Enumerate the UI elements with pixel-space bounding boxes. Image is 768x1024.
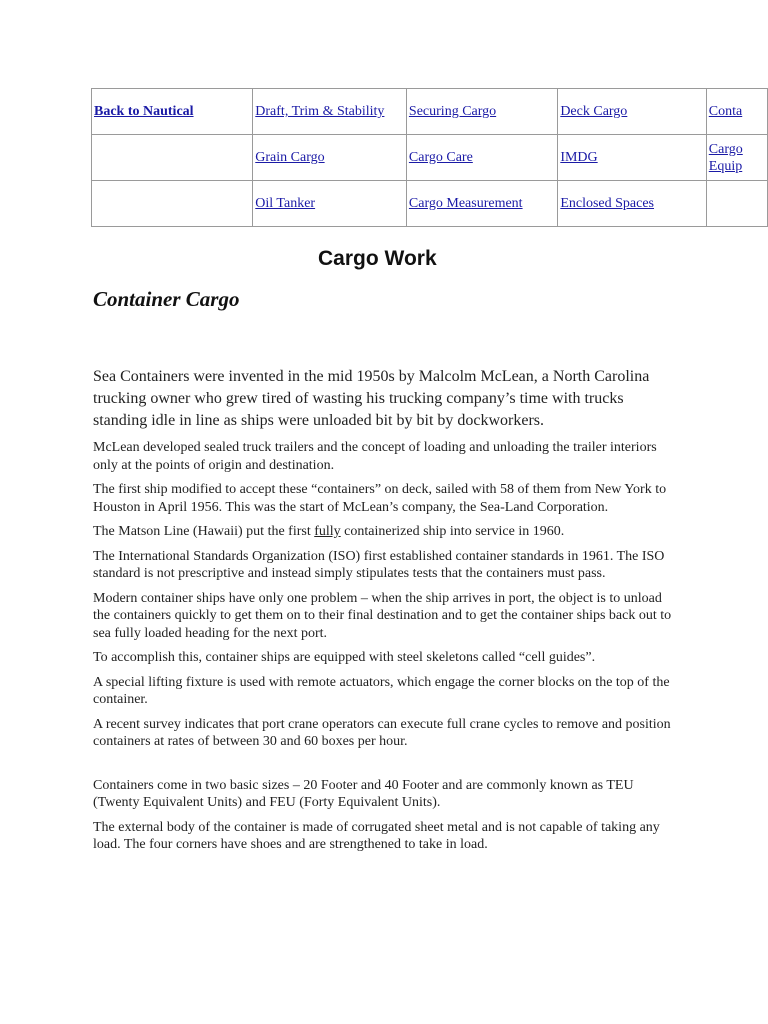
link-cargo-equipment-line2: Equip (708, 158, 743, 174)
paragraph-matson (93, 523, 678, 541)
nav-cell (706, 135, 767, 181)
nav-cell-empty (92, 135, 253, 181)
nav-row (92, 181, 768, 227)
link-securing-cargo[interactable]: Securing Cargo (408, 104, 497, 119)
nav-cell (558, 89, 706, 135)
paragraph-intro: Sea Containers were invented in the mid 1950s by Malcolm McLean, a North Carolina trucking owner who grew tired of wasting his trucking company’s time with trucks standing idle in line as ships were unloaded bit by bit by dockworkers. (93, 368, 650, 429)
nav-cell-empty (92, 181, 253, 227)
article-body (93, 366, 678, 861)
nav-cell (558, 135, 706, 181)
text-span: containerized ship into service in 1960. (340, 524, 565, 539)
nav-cell (706, 89, 767, 135)
link-cargo-care[interactable]: Cargo Care (408, 150, 473, 165)
nav-cell (558, 181, 706, 227)
nav-cell (406, 135, 557, 181)
nav-cell (406, 181, 557, 227)
paragraph: To accomplish this, container ships are equipped with steel skeletons called “cell guides”. (93, 650, 596, 665)
underlined-word: fully (314, 524, 341, 539)
navigation-table (91, 88, 768, 227)
link-imdg[interactable]: IMDG (560, 150, 598, 165)
paragraph: A special lifting fixture is used with remote actuators, which engage the corner blocks on the top of the container. (93, 674, 670, 707)
link-enclosed-spaces[interactable]: Enclosed Spaces (560, 196, 655, 211)
nav-row (92, 89, 768, 135)
link-cargo-measurement[interactable]: Cargo Measurement (408, 196, 523, 211)
nav-cell (253, 135, 407, 181)
link-cargo-equipment-line1: Cargo (708, 141, 743, 157)
paragraph: The International Standards Organization (ISO) first established container standards in 1961. The ISO standard is not prescriptive and instead simply stipulates tests that the containers must pass. (93, 548, 665, 581)
nav-cell (92, 89, 253, 135)
paragraph: Containers come in two basic sizes – 20 Footer and 40 Footer and are commonly known as TEU (Twenty Equivalent Units) and FEU (Forty Equivalent Units). (93, 777, 634, 810)
paragraph: The first ship modified to accept these “containers” on deck, sailed with 58 of them from New York to Houston in April 1956. This was the start of McLean’s company, the Sea-Land Corporation. (93, 482, 667, 515)
paragraph: McLean developed sealed truck trailers and the concept of loading and unloading the trailer interiors only at the points of origin and destination. (93, 440, 657, 473)
link-draft-trim-stability[interactable]: Draft, Trim & Stability (255, 104, 385, 119)
link-oil-tanker[interactable]: Oil Tanker (255, 196, 316, 211)
nav-cell (253, 181, 407, 227)
nav-cell-empty (706, 181, 767, 227)
nav-cell (253, 89, 407, 135)
link-deck-cargo[interactable]: Deck Cargo (560, 104, 628, 119)
text-span: The Matson Line (Hawaii) put the first (93, 524, 315, 539)
paragraph: The external body of the container is made of corrugated sheet metal and is not capable of taking any load. The four corners have shoes and are strengthened to take in load. (93, 819, 660, 852)
paragraph: Modern container ships have only one problem – when the ship arrives in port, the object is to unload the containers quickly to get them on to their final destination and to get the container ships back out to sea fully loaded heading for the next port. (93, 590, 672, 641)
paragraph: A recent survey indicates that port crane operators can execute full crane cycles to remove and position containers at rates of between 30 and 60 boxes per hour. (93, 716, 671, 749)
section-title: Container Cargo (93, 287, 240, 311)
link-grain-cargo[interactable]: Grain Cargo (255, 150, 325, 165)
page-title: Cargo Work (318, 247, 437, 270)
nav-cell (406, 89, 557, 135)
link-cargo-equipment[interactable] (709, 142, 743, 174)
link-back-to-nautical[interactable]: Back to Nautical (94, 104, 194, 119)
link-container-cargo[interactable]: Conta (708, 104, 743, 119)
nav-row (92, 135, 768, 181)
